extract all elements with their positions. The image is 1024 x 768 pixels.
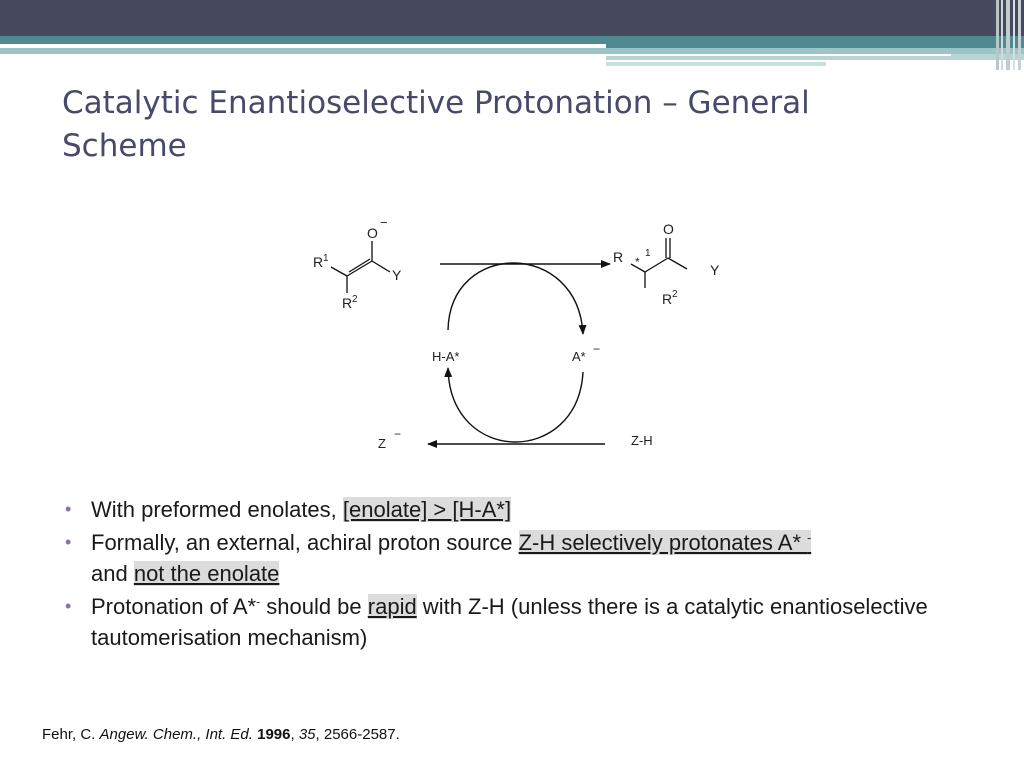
reference-year: 1996 [257,726,291,743]
header-vertical-bar [1001,0,1003,70]
reference-pages: , 2566-2587. [315,726,400,743]
highlighted-text [519,530,812,555]
z-anion-label: Z [378,436,386,451]
bullet-text: With preformed enolates, [91,497,343,522]
header-stripe-white [0,44,606,48]
enolate-r2: R [342,295,353,311]
highlighted-text: [enolate] > [H-A*] [342,497,512,522]
catalyst-base-charge: − [593,342,601,356]
charge-superscript: - [256,594,261,609]
product-structure [613,221,720,307]
product-r2-sup: 2 [672,289,678,300]
header-stripe-white-right [606,54,951,56]
product-r1-sup: 1 [645,248,651,259]
bullet-item [62,494,962,525]
bullet-text: should be [260,594,368,619]
header-vertical-bar [1013,0,1015,70]
catalyst-base-label: A* [572,349,586,364]
product-r1: R [613,249,624,265]
reference-volume: 35 [298,726,316,743]
product-y: Y [710,262,720,278]
catalyst-acid-label: H-A* [432,349,460,364]
catalytic-arc-upper [448,263,583,334]
bullet-text: and [91,561,134,586]
reference-author: Fehr, C. [42,726,100,743]
bullet-icon: • [65,532,72,552]
product-r2: R [662,291,673,307]
charge-superscript: - [807,530,812,545]
highlighted-text: rapid [367,594,417,619]
reference-citation: Fehr, C. Angew. Chem., Int. Ed. 1996, 35, 2566-2587. [42,726,400,743]
stereocenter-star: * [635,255,640,269]
reaction-scheme [300,208,740,468]
enolate-r1-sup: 1 [323,253,329,264]
z-acid-label: Z-H [631,433,653,448]
header-vertical-bar [996,0,999,70]
header-vertical-bar [1018,0,1021,70]
bullet-item [62,591,962,653]
bullet-text: Formally, an external, achiral proton source [91,530,519,555]
highlighted-text: not the enolate [133,561,280,586]
enolate-charge: − [380,215,388,230]
header-bar [0,0,1024,36]
bullet-list [62,494,962,655]
z-anion-charge: − [394,427,402,441]
header-vertical-bar [1006,0,1010,70]
bullet-text: with Z-H (unless there is a catalytic enantioselective tautomerisation mechanism) [91,594,928,650]
enolate-structure [313,215,402,311]
slide-title: Catalytic Enantioselective Protonation – General Scheme [62,85,810,164]
bullet-icon: • [65,596,72,616]
enolate-r1: R [313,254,324,270]
bullet-icon: • [65,499,72,519]
highlighted-text-main: Z-H selectively protonates A* [518,530,808,555]
reference-journal: Angew. Chem., Int. Ed. [99,726,253,743]
catalytic-arc-lower [448,368,583,442]
enolate-oxygen: O [367,225,378,241]
bullet-text: Protonation of A* [91,594,257,619]
product-oxygen: O [663,221,674,237]
bullet-item [62,527,962,589]
enolate-y: Y [392,267,402,283]
header-stripe-light-short [606,62,826,66]
enolate-r2-sup: 2 [352,294,358,305]
